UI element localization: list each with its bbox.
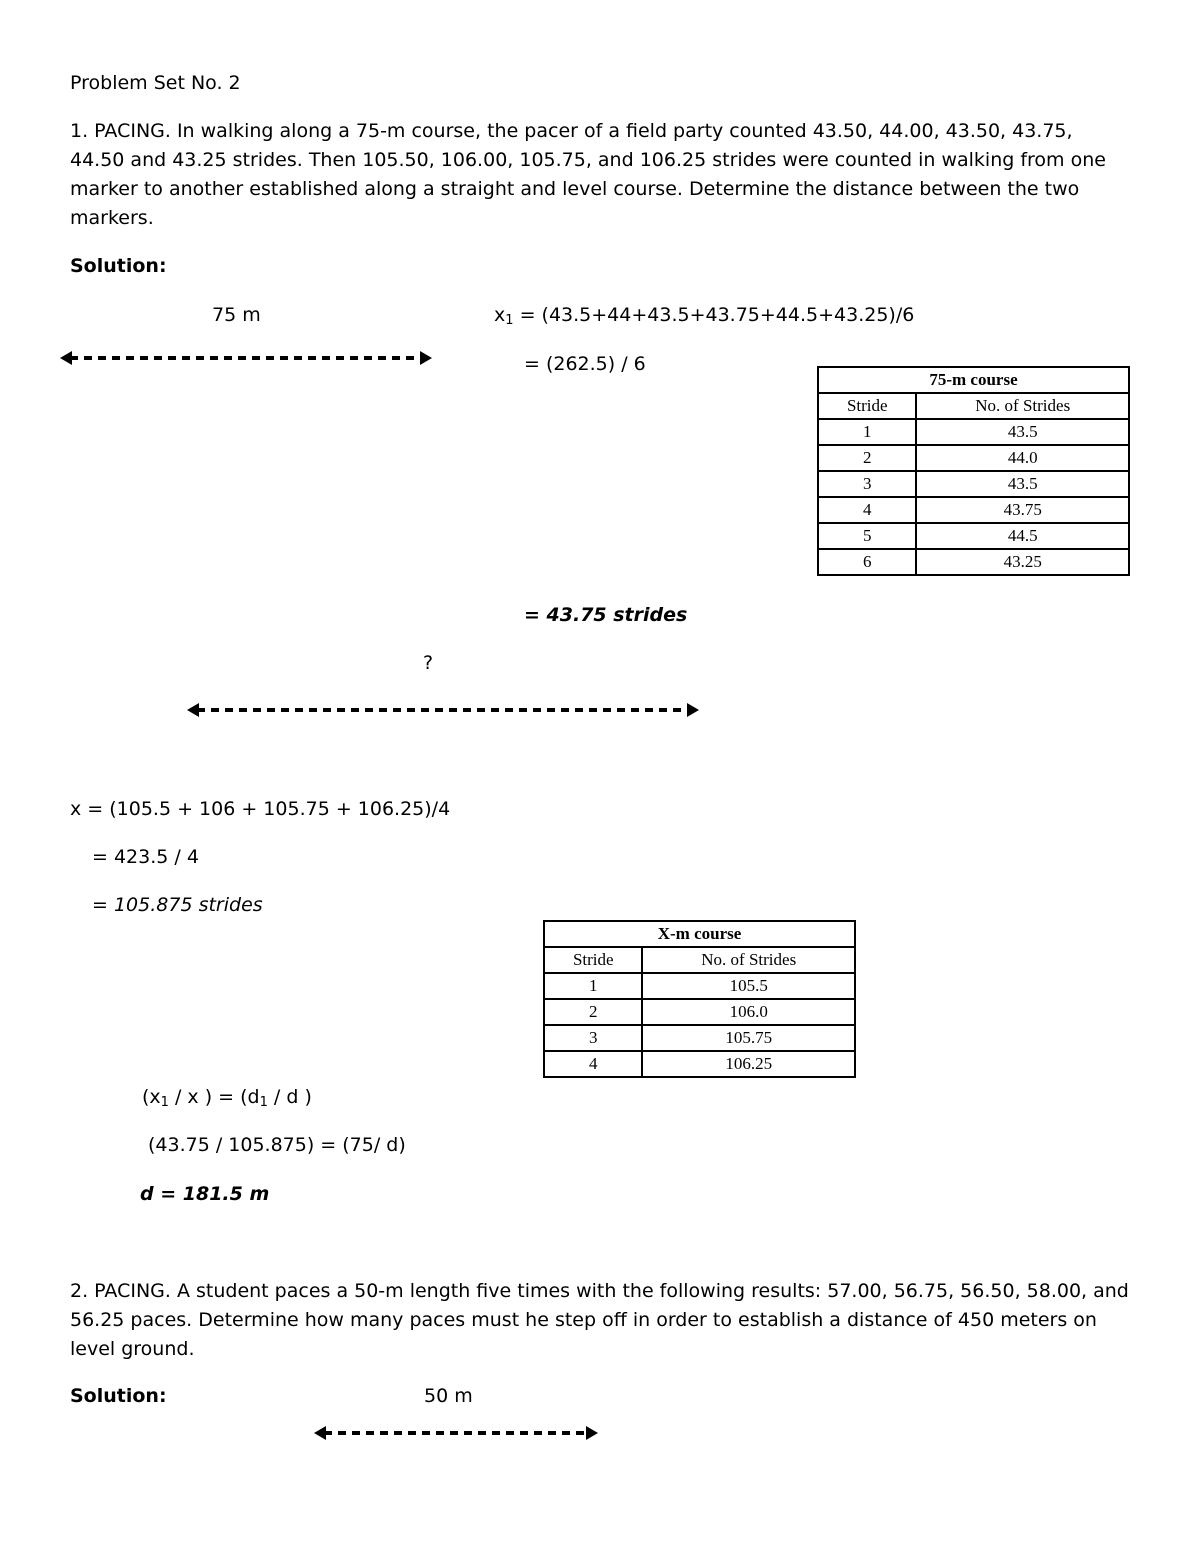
table-cell: 4 <box>544 1051 642 1077</box>
x-step2: = 423.5 / 4 <box>92 846 199 868</box>
table-row <box>544 973 855 999</box>
table-cell: 5 <box>818 523 916 549</box>
unknown-distance-label: ? <box>423 652 434 674</box>
table-title: X-m course <box>544 921 855 947</box>
table-row <box>818 419 1129 445</box>
table-row <box>818 549 1129 575</box>
table-row <box>818 471 1129 497</box>
table-x-m-course <box>543 920 856 1078</box>
table-cell: 43.5 <box>916 471 1129 497</box>
x-result: = 105.875 strides <box>92 894 263 916</box>
table-cell: 106.0 <box>642 999 855 1025</box>
problem-1-text: 1. PACING. In walking along a 75-m course, the pacer of a field party counted 43.50, 44.00, 43.50, 43.75, 44.50 and 43.25 strides. Then 105.50, 106.00, 105.75, and 106.25 strides were counted in walking from one marker to another established along a straight and level course. Determine the distance between the two markers. <box>70 120 1106 229</box>
table-row <box>544 1025 855 1051</box>
table-header: Stride <box>818 393 916 419</box>
table-cell: 105.5 <box>642 973 855 999</box>
table-cell: 43.5 <box>916 419 1129 445</box>
table-header: Stride <box>544 947 642 973</box>
solution-label-2: Solution: <box>70 1385 167 1407</box>
x1-result: = 43.75 strides <box>524 604 688 626</box>
table-row <box>818 523 1129 549</box>
table-row <box>544 1051 855 1077</box>
table-row <box>818 497 1129 523</box>
solution-label-1: Solution: <box>70 255 167 277</box>
course-75m-label: 75 m <box>212 304 261 326</box>
course-50m-arrow <box>312 1423 600 1443</box>
ratio-values: (43.75 / 105.875) = (75/ d) <box>148 1134 406 1156</box>
page-title: Problem Set No. 2 <box>70 72 241 94</box>
table-cell: 3 <box>818 471 916 497</box>
table-cell: 2 <box>818 445 916 471</box>
answer-1: d = 181.5 m <box>140 1183 270 1205</box>
table-cell: 106.25 <box>642 1051 855 1077</box>
x-formula: x = (105.5 + 106 + 105.75 + 106.25)/4 <box>70 798 451 820</box>
table-title: 75-m course <box>818 367 1129 393</box>
ratio-formula: ($x_1$ / x ) = ($d_1$ / d ) <box>142 1086 312 1110</box>
x1-formula: $x_1 = (43.5+44+43.5+43.75+44.5+43.25)/6$ <box>494 304 915 328</box>
table-cell: 1 <box>818 419 916 445</box>
table-header: No. of Strides <box>642 947 855 973</box>
table-cell: 44.0 <box>916 445 1129 471</box>
table-cell: 43.75 <box>916 497 1129 523</box>
table-cell: 6 <box>818 549 916 575</box>
table-cell: 3 <box>544 1025 642 1051</box>
table-cell: 105.75 <box>642 1025 855 1051</box>
table-cell: 43.25 <box>916 549 1129 575</box>
table-row <box>818 445 1129 471</box>
course-75m-arrow <box>58 348 434 368</box>
table-75m-course <box>817 366 1130 576</box>
course-50m-label: 50 m <box>424 1385 473 1407</box>
unknown-distance-arrow <box>185 700 701 720</box>
table-cell: 4 <box>818 497 916 523</box>
x1-step2: = (262.5) / 6 <box>524 353 646 375</box>
table-cell: 2 <box>544 999 642 1025</box>
problem-2-text: 2. PACING. A student paces a 50-m length five times with the following results: 57.00, 56.75, 56.50, 58.00, and 56.25 paces. Determine how many paces must he step off in order to establish a distance of 450 meters on level ground. <box>70 1280 1129 1360</box>
table-cell: 44.5 <box>916 523 1129 549</box>
table-header: No. of Strides <box>916 393 1129 419</box>
table-row <box>544 999 855 1025</box>
table-cell: 1 <box>544 973 642 999</box>
